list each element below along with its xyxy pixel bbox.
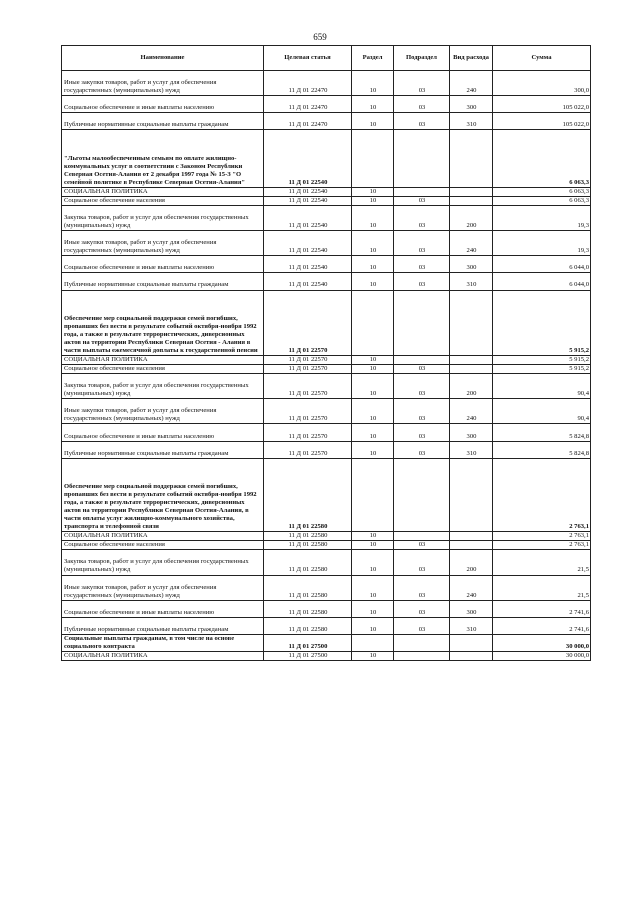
table-row <box>62 617 591 634</box>
row-section: 10 <box>352 441 394 458</box>
row-target-article: 11 Д 01 22570 <box>264 399 352 424</box>
row-expense-type <box>450 541 493 550</box>
table-row <box>62 374 591 399</box>
row-name: Социальное обеспечение населения <box>62 365 264 374</box>
row-section: 10 <box>352 532 394 541</box>
table-row <box>62 256 591 273</box>
row-subsection <box>394 290 450 355</box>
row-expense-type <box>450 355 493 364</box>
row-name: Социальное обеспечение населения <box>62 196 264 205</box>
row-section: 10 <box>352 600 394 617</box>
table-row <box>62 205 591 230</box>
row-subsection: 03 <box>394 600 450 617</box>
table-row <box>62 187 591 196</box>
row-expense-type: 240 <box>450 71 493 96</box>
row-sum: 21,5 <box>493 550 591 575</box>
table-row <box>62 634 591 651</box>
row-name: Закупка товаров, работ и услуг для обеспечения государственных (муниципальных) нужд <box>62 550 264 575</box>
row-target-article: 11 Д 01 22540 <box>264 205 352 230</box>
table-row <box>62 273 591 290</box>
row-name: Обеспечение мер социальной поддержки семей погибших, пропавших без вести в результате событий октября-ноября 1992 года, а также в результате террористических, диверсионных актов на территории Республики Северная Осетия-Алания, в части оплаты услуг жилищно-коммунального хозяйства, транспорта и телефонной связи <box>62 458 264 532</box>
row-subsection: 03 <box>394 71 450 96</box>
row-subsection: 03 <box>394 205 450 230</box>
row-expense-type: 310 <box>450 441 493 458</box>
row-name: Иные закупки товаров, работ и услуг для обеспечения государственных (муниципальных) нужд <box>62 231 264 256</box>
row-section: 10 <box>352 231 394 256</box>
row-section: 10 <box>352 355 394 364</box>
row-name: Социальное обеспечение и иные выплаты населению <box>62 256 264 273</box>
row-name: Иные закупки товаров, работ и услуг для обеспечения государственных (муниципальных) нужд <box>62 399 264 424</box>
row-target-article: 11 Д 01 22570 <box>264 365 352 374</box>
row-sum: 30 000,0 <box>493 634 591 651</box>
row-sum: 90,4 <box>493 374 591 399</box>
row-section <box>352 458 394 532</box>
row-subsection: 03 <box>394 550 450 575</box>
row-subsection: 03 <box>394 399 450 424</box>
row-name: Социальное обеспечение и иные выплаты населению <box>62 424 264 441</box>
row-target-article: 11 Д 01 27500 <box>264 634 352 651</box>
row-sum: 2 763,1 <box>493 458 591 532</box>
row-target-article: 11 Д 01 22470 <box>264 96 352 113</box>
table-row <box>62 441 591 458</box>
row-target-article: 11 Д 01 27500 <box>264 652 352 661</box>
row-sum: 21,5 <box>493 575 591 600</box>
row-subsection <box>394 355 450 364</box>
row-sum: 5 915,2 <box>493 355 591 364</box>
row-sum: 2 741,6 <box>493 600 591 617</box>
table-row <box>62 541 591 550</box>
budget-table <box>61 45 591 661</box>
row-section: 10 <box>352 365 394 374</box>
row-subsection <box>394 652 450 661</box>
row-section: 10 <box>352 113 394 130</box>
row-expense-type: 200 <box>450 374 493 399</box>
row-expense-type: 310 <box>450 113 493 130</box>
row-section: 10 <box>352 617 394 634</box>
row-expense-type <box>450 196 493 205</box>
row-target-article: 11 Д 01 22570 <box>264 441 352 458</box>
table-row <box>62 96 591 113</box>
table-row <box>62 355 591 364</box>
table-body <box>62 71 591 661</box>
row-target-article: 11 Д 01 22580 <box>264 617 352 634</box>
row-name: СОЦИАЛЬНАЯ ПОЛИТИКА <box>62 532 264 541</box>
table-row <box>62 71 591 96</box>
row-subsection: 03 <box>394 256 450 273</box>
table-row <box>62 550 591 575</box>
row-expense-type <box>450 532 493 541</box>
row-subsection: 03 <box>394 113 450 130</box>
row-target-article: 11 Д 01 22540 <box>264 130 352 187</box>
row-section: 10 <box>352 374 394 399</box>
row-subsection <box>394 458 450 532</box>
row-name: СОЦИАЛЬНАЯ ПОЛИТИКА <box>62 355 264 364</box>
row-section: 10 <box>352 256 394 273</box>
row-target-article: 11 Д 01 22540 <box>264 231 352 256</box>
row-name: Публичные нормативные социальные выплаты гражданам <box>62 617 264 634</box>
row-expense-type: 300 <box>450 424 493 441</box>
row-subsection <box>394 187 450 196</box>
row-sum: 5 824,8 <box>493 441 591 458</box>
table-header-row <box>62 46 591 71</box>
row-sum: 300,0 <box>493 71 591 96</box>
table-row <box>62 424 591 441</box>
row-target-article: 11 Д 01 22470 <box>264 113 352 130</box>
row-subsection: 03 <box>394 365 450 374</box>
row-target-article: 11 Д 01 22580 <box>264 532 352 541</box>
table-row <box>62 458 591 532</box>
row-expense-type: 300 <box>450 600 493 617</box>
row-name: Иные закупки товаров, работ и услуг для обеспечения государственных (муниципальных) нужд <box>62 575 264 600</box>
row-sum: 5 915,2 <box>493 365 591 374</box>
row-expense-type: 310 <box>450 273 493 290</box>
row-target-article: 11 Д 01 22580 <box>264 458 352 532</box>
row-section: 10 <box>352 205 394 230</box>
row-expense-type: 240 <box>450 575 493 600</box>
row-name: СОЦИАЛЬНАЯ ПОЛИТИКА <box>62 652 264 661</box>
row-expense-type: 300 <box>450 256 493 273</box>
row-expense-type: 200 <box>450 550 493 575</box>
row-target-article: 11 Д 01 22470 <box>264 71 352 96</box>
row-section: 10 <box>352 196 394 205</box>
row-expense-type: 200 <box>450 205 493 230</box>
row-sum: 6 063,3 <box>493 130 591 187</box>
row-sum: 19,3 <box>493 231 591 256</box>
row-section: 10 <box>352 541 394 550</box>
row-target-article: 11 Д 01 22540 <box>264 273 352 290</box>
table-row <box>62 532 591 541</box>
row-sum: 6 063,3 <box>493 187 591 196</box>
header-section: Раздел <box>352 46 394 71</box>
row-section <box>352 130 394 187</box>
row-subsection: 03 <box>394 575 450 600</box>
row-subsection: 03 <box>394 374 450 399</box>
row-name: Иные закупки товаров, работ и услуг для обеспечения государственных (муниципальных) нужд <box>62 71 264 96</box>
row-name: Публичные нормативные социальные выплаты гражданам <box>62 113 264 130</box>
header-target: Целевая статья <box>264 46 352 71</box>
row-subsection: 03 <box>394 441 450 458</box>
row-name: Публичные нормативные социальные выплаты гражданам <box>62 273 264 290</box>
row-expense-type <box>450 634 493 651</box>
row-sum: 105 022,0 <box>493 96 591 113</box>
row-name: Социальное обеспечение и иные выплаты населению <box>62 96 264 113</box>
row-section: 10 <box>352 550 394 575</box>
row-target-article: 11 Д 01 22580 <box>264 550 352 575</box>
row-sum: 2 741,6 <box>493 617 591 634</box>
row-name: Закупка товаров, работ и услуг для обеспечения государственных (муниципальных) нужд <box>62 374 264 399</box>
row-subsection: 03 <box>394 273 450 290</box>
row-expense-type <box>450 652 493 661</box>
row-subsection <box>394 634 450 651</box>
header-name: Наименование <box>62 46 264 71</box>
row-subsection: 03 <box>394 96 450 113</box>
table-row <box>62 196 591 205</box>
row-expense-type <box>450 290 493 355</box>
row-subsection: 03 <box>394 196 450 205</box>
row-sum: 6 044,0 <box>493 273 591 290</box>
page-number: 659 <box>313 32 327 42</box>
row-target-article: 11 Д 01 22580 <box>264 541 352 550</box>
row-expense-type: 300 <box>450 96 493 113</box>
row-sum: 5 915,2 <box>493 290 591 355</box>
table-row <box>62 290 591 355</box>
row-sum: 105 022,0 <box>493 113 591 130</box>
row-subsection: 03 <box>394 541 450 550</box>
row-section: 10 <box>352 652 394 661</box>
row-name: "Льготы малообеспеченным семьям по оплате жилищно-коммунальных услуг в соответствии с Законом Республики Северная Осетия-Алания от 2 декабря 1997 года № 15-З "О семейной политике в Республике Северная Осетия-Алания" <box>62 130 264 187</box>
row-subsection <box>394 130 450 187</box>
row-subsection: 03 <box>394 617 450 634</box>
row-section <box>352 290 394 355</box>
row-expense-type <box>450 458 493 532</box>
header-expense-type: Вид расхода <box>450 46 493 71</box>
row-subsection: 03 <box>394 231 450 256</box>
row-target-article: 11 Д 01 22540 <box>264 196 352 205</box>
row-section: 10 <box>352 399 394 424</box>
row-name: Социальное обеспечение населения <box>62 541 264 550</box>
row-name: Социальное обеспечение и иные выплаты населению <box>62 600 264 617</box>
row-sum: 19,3 <box>493 205 591 230</box>
row-sum: 6 063,3 <box>493 196 591 205</box>
table-row <box>62 231 591 256</box>
row-subsection <box>394 532 450 541</box>
row-sum: 2 763,1 <box>493 532 591 541</box>
row-target-article: 11 Д 01 22580 <box>264 600 352 617</box>
table-row <box>62 113 591 130</box>
row-target-article: 11 Д 01 22540 <box>264 187 352 196</box>
row-section: 10 <box>352 575 394 600</box>
table-row <box>62 575 591 600</box>
row-sum: 2 763,1 <box>493 541 591 550</box>
row-sum: 90,4 <box>493 399 591 424</box>
row-section <box>352 634 394 651</box>
row-target-article: 11 Д 01 22580 <box>264 575 352 600</box>
row-expense-type: 240 <box>450 231 493 256</box>
row-section: 10 <box>352 424 394 441</box>
row-target-article: 11 Д 01 22570 <box>264 374 352 399</box>
row-name: СОЦИАЛЬНАЯ ПОЛИТИКА <box>62 187 264 196</box>
row-section: 10 <box>352 187 394 196</box>
row-target-article: 11 Д 01 22570 <box>264 424 352 441</box>
row-name: Обеспечение мер социальной поддержки семей погибших, пропавших без вести в результате событий октября-ноября 1992 года, а также в результате террористических, диверсионных актов на территории Республики Северная Осетия - Алания в части выплаты ежемесячной доплаты к государственной пенсии <box>62 290 264 355</box>
row-target-article: 11 Д 01 22570 <box>264 355 352 364</box>
row-expense-type: 310 <box>450 617 493 634</box>
table-row <box>62 652 591 661</box>
table-row <box>62 600 591 617</box>
row-name: Социальные выплаты гражданам, в том числе на основе социального контракта <box>62 634 264 651</box>
table-row <box>62 130 591 187</box>
row-section: 10 <box>352 96 394 113</box>
row-expense-type <box>450 130 493 187</box>
row-target-article: 11 Д 01 22570 <box>264 290 352 355</box>
row-name: Закупка товаров, работ и услуг для обеспечения государственных (муниципальных) нужд <box>62 205 264 230</box>
table-row <box>62 365 591 374</box>
table-row <box>62 399 591 424</box>
row-sum: 5 824,8 <box>493 424 591 441</box>
header-sum: Сумма <box>493 46 591 71</box>
row-sum: 30 000,0 <box>493 652 591 661</box>
row-section: 10 <box>352 71 394 96</box>
row-name: Публичные нормативные социальные выплаты гражданам <box>62 441 264 458</box>
header-subsection: Подраздел <box>394 46 450 71</box>
row-subsection: 03 <box>394 424 450 441</box>
row-expense-type <box>450 365 493 374</box>
row-expense-type <box>450 187 493 196</box>
row-target-article: 11 Д 01 22540 <box>264 256 352 273</box>
row-sum: 6 044,0 <box>493 256 591 273</box>
row-expense-type: 240 <box>450 399 493 424</box>
row-section: 10 <box>352 273 394 290</box>
